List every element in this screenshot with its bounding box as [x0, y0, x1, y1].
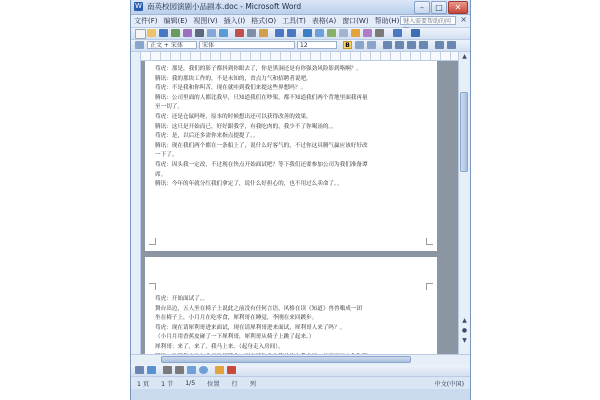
text-line: 一下了。 — [155, 152, 178, 159]
status-page-of: 1/5 — [185, 379, 196, 387]
window-controls — [414, 1, 468, 14]
horizontal-scroll-thumb[interactable] — [161, 356, 411, 363]
text-line: 苟虎：不是我和你叫苦，现在就哇到我们来提这些界想吗？。 — [155, 85, 307, 92]
hyperlink-icon[interactable] — [303, 29, 312, 37]
draw-menu-icon[interactable] — [135, 366, 144, 374]
browse-object-icon[interactable]: ● — [461, 327, 468, 334]
menu-format[interactable]: 格式(O) — [251, 17, 277, 25]
text-line: 舞台出边，五人坐在椅子上说此之前没有任何言语，风格在读《知道》兽兽嗡成一团 — [155, 305, 362, 312]
document-map-icon[interactable] — [363, 29, 372, 37]
formatting-toolbar — [131, 40, 470, 52]
table-icon[interactable] — [315, 29, 324, 37]
text-line: 苟虎：那是，我们的影子都抖到你眼去了，你是黑洞还是有你强劲风险影到咯啊？。 — [155, 66, 362, 72]
print-icon[interactable] — [195, 29, 204, 37]
menu-window[interactable]: 窗口(W) — [342, 17, 369, 25]
document-page-2[interactable] — [145, 257, 437, 354]
word-app-icon: W — [135, 2, 142, 10]
align-center-icon[interactable] — [395, 41, 404, 49]
columns-icon[interactable] — [339, 29, 348, 37]
bold-button[interactable]: B — [343, 41, 352, 49]
text-line: 苟虎：因头我一定改，不过现在快点开始面试吧？等下我们还要参加公司为我们准备谭 — [155, 161, 368, 168]
bullets-icon[interactable] — [447, 41, 456, 49]
numbering-icon[interactable] — [435, 41, 444, 49]
page-2-text[interactable] — [155, 295, 431, 354]
margin-corner-mark — [426, 283, 433, 290]
help-search-input[interactable]: 键入需要帮助的问 — [400, 16, 456, 25]
align-left-icon[interactable] — [383, 41, 392, 49]
title-bar[interactable] — [131, 0, 470, 15]
redo-icon[interactable] — [287, 29, 296, 37]
standard-toolbar — [131, 28, 470, 40]
text-line: 苟虎：开始面试了。。 — [155, 296, 209, 302]
zoom-icon[interactable] — [393, 29, 402, 37]
text-line: 苟虎：是，以后还多需你来指点提提了。。 — [155, 133, 259, 140]
spelling-icon[interactable] — [219, 29, 228, 37]
document-page-1[interactable] — [145, 61, 437, 251]
menu-edit[interactable]: 编辑(E) — [163, 17, 188, 25]
text-line: 腾讯：公司里面的人都比我早，只知道我们在吵架，都不知道我们两个背地里面我再量 — [155, 94, 368, 101]
page-1-text[interactable] — [155, 65, 431, 190]
menu-file[interactable]: 文件(F) — [134, 17, 158, 25]
font-combo[interactable]: 宋体 — [199, 41, 295, 49]
align-right-icon[interactable] — [407, 41, 416, 49]
close-button[interactable]: ✕ — [448, 1, 468, 14]
print-preview-icon[interactable] — [207, 29, 216, 37]
mail-icon[interactable] — [183, 29, 192, 37]
vertical-ruler — [131, 52, 141, 354]
text-line: 腾讯：现在我们两个都在一条船上了，说什么好客气的，不过你这具腾气赢应该好好改 — [155, 142, 368, 149]
undo-icon[interactable] — [275, 29, 284, 37]
menu-view[interactable]: 视图(V) — [193, 17, 218, 25]
oval-tool-icon[interactable] — [199, 366, 208, 374]
menu-tools[interactable]: 工具(T) — [282, 17, 306, 25]
margin-corner-mark — [149, 238, 156, 245]
text-line: （小月月用香蕉皮碰了一下犀利哥，犀利哥从椅子上跳了起来。） — [155, 334, 315, 341]
status-section: 1 节 — [161, 380, 174, 388]
open-folder-icon[interactable] — [147, 29, 156, 37]
excel-icon[interactable] — [327, 29, 336, 37]
drawing-toolbar — [131, 365, 470, 377]
text-line: 腾讯：今年的年就分红我们拿定了，说什么好担心的，也不用过么卖命了。。 — [155, 181, 343, 188]
text-line: 犀利哥：来了，来了，我马上来。（起身走入房间）。 — [155, 343, 284, 350]
status-position: 位置 — [207, 380, 220, 388]
new-document-icon[interactable] — [135, 29, 146, 39]
copy-icon[interactable] — [247, 29, 256, 37]
permission-icon[interactable] — [171, 29, 180, 37]
vertical-scrollbar[interactable] — [458, 52, 470, 354]
scroll-up-icon[interactable]: ▲ — [462, 53, 467, 60]
vertical-scroll-thumb[interactable] — [460, 92, 468, 172]
margin-corner-mark — [426, 238, 433, 245]
window-title: 南英校园演剧小品剧本.doc - Microsoft Word — [147, 2, 302, 11]
text-line: 苟虎：还是仓鼠吗呀，原本的时候想出还可以获得改善的效果。 — [155, 113, 312, 120]
horizontal-scrollbar[interactable] — [131, 354, 470, 365]
word-window — [130, 0, 471, 400]
rectangle-tool-icon[interactable] — [187, 366, 196, 374]
text-line: 坐在椅子上，小月月在吃零食，犀利哥在睡觉，李刚在来回踱步。 — [155, 315, 318, 322]
maximize-button[interactable]: □ — [431, 1, 447, 14]
cut-icon[interactable] — [235, 29, 244, 37]
paste-icon[interactable] — [259, 29, 268, 37]
show-hide-icon[interactable] — [375, 29, 384, 37]
status-column: 列 — [249, 380, 256, 388]
text-line: 至一切了。 — [155, 104, 183, 111]
italic-icon[interactable] — [355, 41, 364, 49]
font-color-icon[interactable] — [227, 366, 236, 374]
horizontal-ruler[interactable] — [141, 52, 459, 61]
menu-help[interactable]: 帮助(H) — [374, 17, 400, 25]
status-language: 中文(中国) — [434, 380, 464, 388]
arrow-tool-icon[interactable] — [175, 366, 184, 374]
styles-pane-icon[interactable] — [135, 41, 144, 49]
next-page-icon[interactable]: ▼ — [462, 337, 467, 344]
text-line: 腾讯：我的那块工作的，不是未知的，省点力气和招聘者说吧。 — [155, 75, 312, 82]
underline-icon[interactable] — [367, 41, 376, 49]
help-icon[interactable] — [411, 29, 420, 37]
select-objects-icon[interactable] — [147, 366, 156, 374]
status-bar — [131, 377, 470, 389]
document-area[interactable] — [141, 61, 458, 354]
text-line: 苟虎：现在请犀利哥进来面试，现在请犀利哥进来面试，犀利哥人来了吗？。 — [155, 324, 346, 331]
minimize-button[interactable]: – — [414, 1, 430, 14]
status-line: 行 — [231, 380, 238, 388]
fill-color-icon[interactable] — [215, 366, 224, 374]
save-icon[interactable] — [159, 29, 168, 37]
text-line: 腾讯：这只是开始而已，好好跟我学，有我吃肉的，我少不了你喝汤的。。 — [155, 123, 337, 130]
justify-icon[interactable] — [419, 41, 428, 49]
close-document-icon[interactable]: × — [460, 15, 467, 24]
drawing-icon[interactable] — [351, 29, 360, 37]
status-page: 1 页 — [137, 380, 150, 388]
margin-corner-mark — [149, 283, 156, 290]
line-tool-icon[interactable] — [163, 366, 172, 374]
previous-page-icon[interactable]: ▲ — [462, 317, 467, 324]
menu-table[interactable]: 表格(A) — [311, 17, 337, 25]
text-line: 席。 — [155, 171, 167, 178]
menu-insert[interactable]: 插入(I) — [223, 17, 246, 25]
style-combo[interactable]: 正文 + 宋体 — [147, 41, 197, 49]
font-size-combo[interactable]: 12 — [297, 41, 337, 49]
